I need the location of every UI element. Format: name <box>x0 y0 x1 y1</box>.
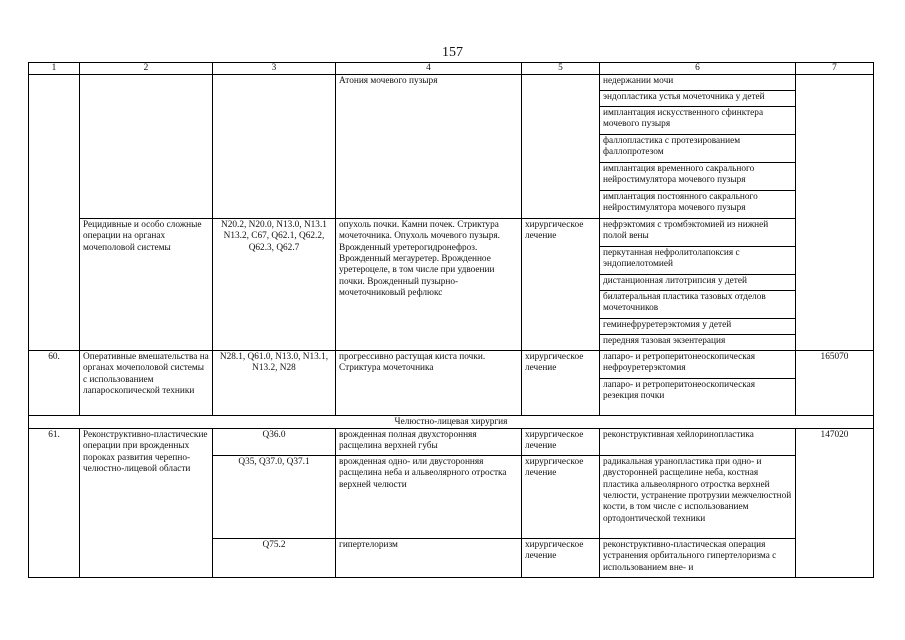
method-cell: имплантация искусственного сфинктера мочевого пузыря <box>600 107 796 135</box>
table-row <box>29 429 874 456</box>
method-cell: реконструктивная хейлоринопластика <box>600 429 796 456</box>
column-header: 1 <box>29 63 80 75</box>
diagnosis-cell: прогрессивно растущая киста почки. Стриктура мочеточника <box>336 351 522 416</box>
method-cell: дистанционная литотрипсия у детей <box>600 275 796 291</box>
method-cell: лапаро- и ретроперитонеоскопическая нефроуретерэктомия <box>600 351 796 379</box>
codes-cell: Q35, Q37.0, Q37.1 <box>213 456 336 539</box>
method-cell: передняя тазовая экзентерация <box>600 335 796 351</box>
empty-cell <box>80 75 213 219</box>
column-header: 6 <box>600 63 796 75</box>
diagnosis-cell: врожденная полная двухсторонняя расщелина верхней губы <box>336 429 522 456</box>
section-row <box>29 416 874 429</box>
column-header: 2 <box>80 63 213 75</box>
treatment-cell: хирургическое лечение <box>522 351 600 416</box>
column-header: 7 <box>796 63 874 75</box>
codes-cell: N20.2, N20.0, N13.0, N13.1 N13.2, C67, Q62.1, Q62.2, Q62.3, Q62.7 <box>213 219 336 351</box>
page-number: 157 <box>442 45 463 60</box>
codes-cell: Q75.2 <box>213 539 336 578</box>
method-cell: нефрэктомия с тромбэктомией из нижней полой вены <box>600 219 796 247</box>
treatment-cell: хирургическое лечение <box>522 456 600 539</box>
empty-cell <box>522 75 600 219</box>
column-number-row <box>29 63 874 75</box>
codes-cell: Q36.0 <box>213 429 336 456</box>
method-cell: радикальная уранопластика при одно- и двусторонней расщелине неба, костная пластика альвеолярного отростка верхней челюсти, устранение протрузии межчелюстной кости, в том числе с использованием ортодонтической техники <box>600 456 796 539</box>
diagnosis-cell: опухоль почки. Камни почек. Стриктура мочеточника. Опухоль мочевого пузыря. Врожденный уретерогидронефроз. Врожденный мегауретер. Врожденное уретероцеле, в том числе при удвоении почки. Врожденный пузырно-мочеточниковый рефлюкс <box>336 219 522 351</box>
method-cell: недержании мочи <box>600 75 796 91</box>
diagnosis-cell: гипертелоризм <box>336 539 522 578</box>
table-row <box>29 351 874 379</box>
procedures-table <box>28 62 874 578</box>
procedure-name-cell: Реконструктивно-пластические операции при врожденных пороках развития черепно-челюстно-лицевой области <box>80 429 213 578</box>
method-cell: лапаро- и ретроперитонеоскопическая резекция почки <box>600 379 796 416</box>
section-title: Челюстно-лицевая хирургия <box>29 416 874 429</box>
method-cell: имплантация временного сакрального нейростимулятора мочевого пузыря <box>600 163 796 191</box>
empty-cell <box>213 75 336 219</box>
method-cell: билатеральная пластика тазовых отделов мочеточников <box>600 291 796 319</box>
treatment-cell: хирургическое лечение <box>522 219 600 351</box>
column-header: 5 <box>522 63 600 75</box>
cost-cell: 147020 <box>796 429 874 578</box>
treatment-cell: хирургическое лечение <box>522 429 600 456</box>
column-header: 3 <box>213 63 336 75</box>
diagnosis-cell: врожденная одно- или двусторонняя расщелина неба и альвеолярного отростка верхней челюсти <box>336 456 522 539</box>
method-cell: имплантация постоянного сакрального нейростимулятора мочевого пузыря <box>600 191 796 219</box>
table-row <box>29 219 874 247</box>
empty-cell <box>796 75 874 351</box>
codes-cell: N28.1, Q61.0, N13.0, N13.1, N13.2, N28 <box>213 351 336 416</box>
procedure-name-cell: Рецидивные и особо сложные операции на органах мочеполовой системы <box>80 219 213 351</box>
method-cell: перкутанная нефролитолапоксия с эндопиелотомией <box>600 247 796 275</box>
method-cell: фаллопластика с протезированием фаллопротезом <box>600 135 796 163</box>
method-cell: геминефруретерэктомия у детей <box>600 319 796 335</box>
row-number: 61. <box>29 429 80 578</box>
method-cell: реконструктивно-пластическая операция устранения орбитального гипертелоризма с использованием вне- и <box>600 539 796 578</box>
method-cell: эндопластика устья мочеточника у детей <box>600 91 796 107</box>
diagnosis-cell: Атония мочевого пузыря <box>336 75 522 219</box>
column-header: 4 <box>336 63 522 75</box>
procedure-name-cell: Оперативные вмешательства на органах мочеполовой системы с использованием лапароскопической техники <box>80 351 213 416</box>
empty-cell <box>29 75 80 351</box>
table-row <box>29 75 874 91</box>
cost-cell: 165070 <box>796 351 874 416</box>
row-number: 60. <box>29 351 80 416</box>
treatment-cell: хирургическое лечение <box>522 539 600 578</box>
